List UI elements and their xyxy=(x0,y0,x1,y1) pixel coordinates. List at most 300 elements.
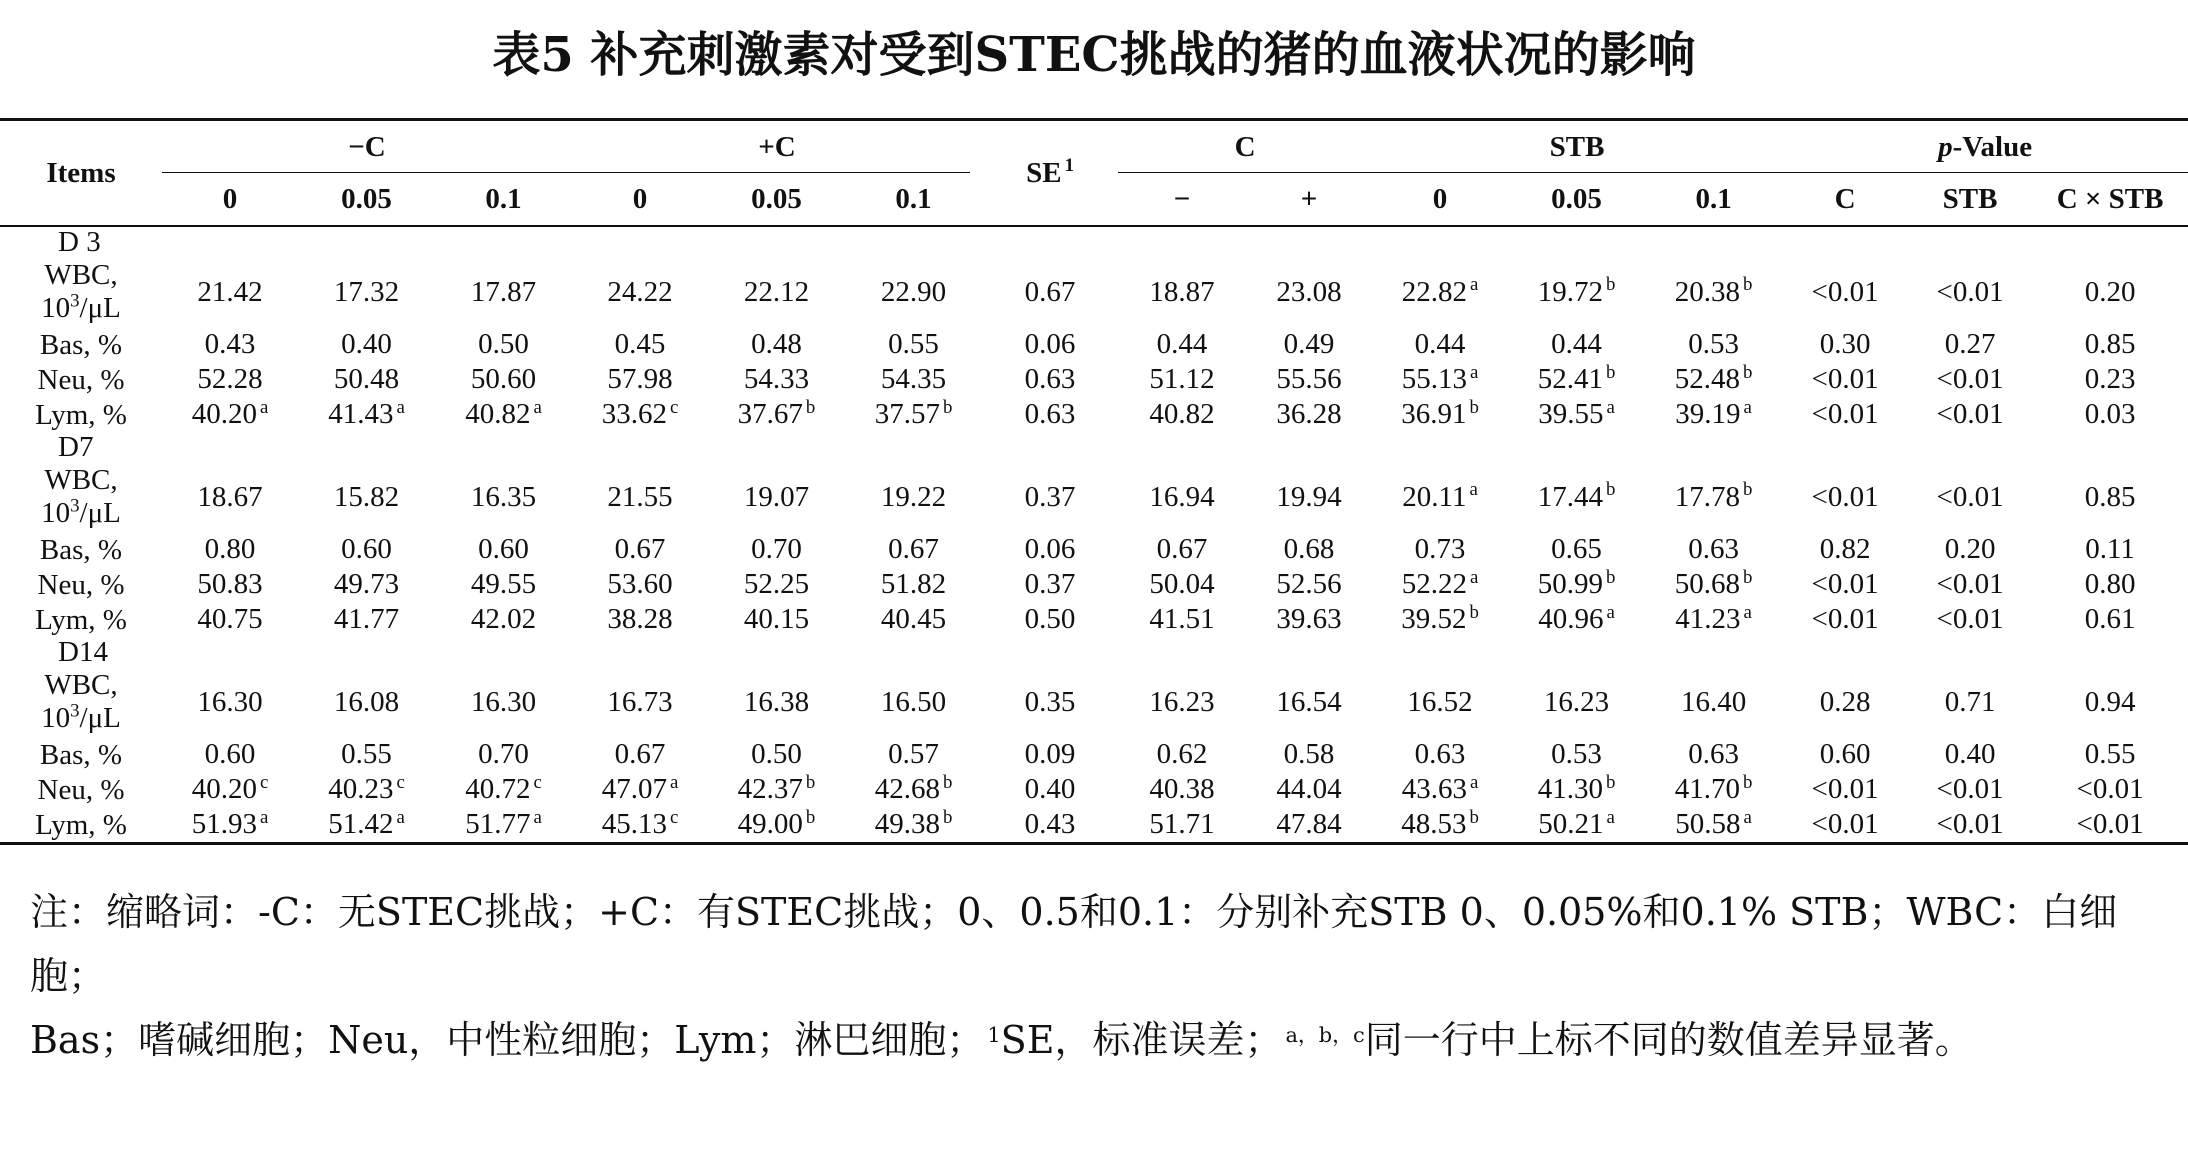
cell-value: 40.82 xyxy=(465,398,531,430)
c-label: C xyxy=(1234,130,1256,163)
cell-value: 39.52 xyxy=(1401,603,1467,635)
cell-value: 45.13 xyxy=(601,808,667,840)
table-cell xyxy=(298,257,435,327)
table-row xyxy=(0,737,2188,772)
row-label: Lym, % xyxy=(35,603,127,636)
cell-value: 50.60 xyxy=(470,363,537,395)
items-header-label: Items xyxy=(46,156,116,189)
table-cell xyxy=(298,362,435,397)
table-cell xyxy=(162,737,298,772)
table-cell xyxy=(1645,462,1782,532)
cell-value: 0.80 xyxy=(204,533,256,565)
table-cell xyxy=(982,462,1118,532)
cell-value: 0.68 xyxy=(1283,533,1335,565)
table-cell xyxy=(162,667,298,737)
table-cell xyxy=(1508,397,1645,432)
table-cell xyxy=(298,397,435,432)
table-cell xyxy=(2032,532,2188,567)
significance-letter: b xyxy=(1469,806,1479,828)
table-cell xyxy=(1782,602,1908,637)
significance-letter: b xyxy=(1605,361,1616,383)
pos-c-header xyxy=(572,120,982,174)
table-cell xyxy=(162,567,298,602)
cell-value: 38.28 xyxy=(607,603,673,635)
subheader-cell: 0 xyxy=(572,173,708,226)
cell-value: 51.93 xyxy=(191,808,257,840)
footnote-line-1: 注：缩略词：-C：无STEC挑战；+C：有STEC挑战；0、0.5和0.1：分别补充STB 0、0.05%和0.1% STB；WBC：白细胞； xyxy=(30,890,2118,998)
table-cell xyxy=(1782,807,1908,844)
table-cell xyxy=(1645,737,1782,772)
cell-value: 16.30 xyxy=(470,685,537,718)
cell-value: 18.87 xyxy=(1149,275,1215,308)
cell-value: 0.62 xyxy=(1156,738,1208,770)
cell-value: 24.22 xyxy=(607,275,673,308)
table-row xyxy=(0,567,2188,602)
table-cell xyxy=(1508,532,1645,567)
cell-value: 51.77 xyxy=(465,808,531,840)
row-label: Neu, % xyxy=(37,363,125,396)
significance-letter: b xyxy=(805,771,816,793)
significance-letter: c xyxy=(533,771,542,793)
cell-value: 0.71 xyxy=(1944,685,1996,718)
row-label: Lym, % xyxy=(0,807,162,844)
table-row xyxy=(0,462,2188,532)
table-cell xyxy=(845,257,982,327)
table-cell xyxy=(1118,737,1246,772)
significance-letter: a xyxy=(1743,396,1752,418)
subheader-cell: 0 xyxy=(162,173,298,226)
table-cell xyxy=(572,462,708,532)
cell-value: 50.04 xyxy=(1149,568,1215,600)
cell-value: 0.61 xyxy=(2084,603,2136,635)
table-cell xyxy=(1908,462,2032,532)
table-cell xyxy=(572,807,708,844)
significance-letter: a xyxy=(1469,566,1479,588)
table-cell xyxy=(1782,772,1908,807)
cell-value: 0.44 xyxy=(1156,328,1208,360)
significance-letter: b xyxy=(1742,566,1753,588)
table-cell xyxy=(1246,602,1372,637)
cell-value: 22.90 xyxy=(880,275,947,308)
table-cell xyxy=(2032,397,2188,432)
table-cell xyxy=(982,772,1118,807)
cell-value: 40.82 xyxy=(1149,398,1215,430)
cell-value: 0.67 xyxy=(614,738,666,770)
table-cell xyxy=(1508,737,1645,772)
wbc-label: WBC, xyxy=(44,259,118,291)
table-row xyxy=(0,362,2188,397)
significance-letter: b xyxy=(1469,396,1479,418)
table-cell xyxy=(845,602,982,637)
table-cell xyxy=(982,397,1118,432)
subheader-cell: C × STB xyxy=(2032,173,2188,226)
table-cell xyxy=(845,362,982,397)
cell-value: 0.27 xyxy=(1944,328,1996,360)
se-footnote-marker: 1 xyxy=(1064,155,1074,177)
table-cell xyxy=(2032,667,2188,737)
table-cell xyxy=(708,737,845,772)
table-cell xyxy=(845,567,982,602)
table-cell xyxy=(708,602,845,637)
table-cell xyxy=(435,667,572,737)
pvalue-p: p xyxy=(1938,130,1953,163)
cell-value: 40.23 xyxy=(328,773,394,805)
table-cell xyxy=(1118,327,1246,362)
cell-value: 52.41 xyxy=(1537,363,1603,395)
table-cell xyxy=(435,362,572,397)
significance-letter: a xyxy=(259,396,269,418)
significance-letter: b xyxy=(1469,601,1479,623)
significance-letter: b xyxy=(942,396,953,418)
table-cell xyxy=(1908,327,2032,362)
table-cell xyxy=(298,667,435,737)
significance-letter: b xyxy=(805,806,816,828)
table-cell xyxy=(1372,772,1508,807)
table-cell xyxy=(1645,532,1782,567)
table-cell xyxy=(1908,772,2032,807)
neg-c-label: −C xyxy=(348,130,386,163)
cell-value: 21.42 xyxy=(197,275,263,308)
row-label xyxy=(0,462,162,532)
cell-value: 0.55 xyxy=(888,328,939,360)
cell-value: <0.01 xyxy=(1811,808,1879,840)
cell-value: 50.68 xyxy=(1674,568,1740,600)
pvalue-rest: -Value xyxy=(1952,130,2033,163)
table-cell xyxy=(1908,532,2032,567)
cell-value: 0.40 xyxy=(1024,773,1076,805)
cell-value: 16.40 xyxy=(1680,685,1747,718)
cell-value: 49.00 xyxy=(737,808,803,840)
cell-value: 52.28 xyxy=(197,363,263,395)
cell-value: 0.43 xyxy=(1024,808,1076,840)
cell-value: 41.30 xyxy=(1537,773,1603,805)
cell-value: 50.58 xyxy=(1675,808,1741,840)
subheader-cell: − xyxy=(1118,173,1246,226)
table-cell xyxy=(2032,737,2188,772)
cell-value: 0.57 xyxy=(888,738,939,770)
subheader-cell: STB xyxy=(1908,173,2032,226)
cell-value: <0.01 xyxy=(2076,773,2144,805)
significance-letter: b xyxy=(1742,479,1753,501)
table-cell xyxy=(708,567,845,602)
cell-value: 0.85 xyxy=(2084,480,2136,513)
cell-value: 21.55 xyxy=(607,480,673,513)
significance-letter: a xyxy=(1469,361,1479,383)
cell-value: 0.50 xyxy=(1024,603,1076,635)
table-row xyxy=(0,667,2188,737)
header-row-1 xyxy=(0,120,2188,174)
table-cell xyxy=(162,362,298,397)
table-cell xyxy=(162,257,298,327)
table-cell xyxy=(435,257,572,327)
table-cell xyxy=(1645,602,1782,637)
table-cell xyxy=(1782,462,1908,532)
subheader-cell: 0.05 xyxy=(708,173,845,226)
table-cell xyxy=(2032,807,2188,844)
table-cell xyxy=(1645,362,1782,397)
wbc-label: WBC, xyxy=(44,669,118,701)
cell-value: 23.08 xyxy=(1276,275,1342,308)
cell-value: 0.20 xyxy=(2084,275,2136,308)
wbc-unit-rest: /μL xyxy=(79,702,121,734)
cell-value: 0.43 xyxy=(204,328,256,360)
cell-value: 0.20 xyxy=(1944,533,1996,565)
table-cell xyxy=(435,602,572,637)
cell-value: 0.06 xyxy=(1024,533,1076,565)
table-cell xyxy=(1782,667,1908,737)
cell-value: 53.60 xyxy=(607,568,673,600)
cell-value: 52.48 xyxy=(1674,363,1740,395)
table-cell xyxy=(435,327,572,362)
cell-value: 0.11 xyxy=(2085,533,2135,565)
wbc-label: WBC, xyxy=(44,464,118,496)
significance-letter: a xyxy=(1606,806,1615,828)
significance-letter: a xyxy=(259,806,269,828)
table-cell xyxy=(1908,807,2032,844)
table-row xyxy=(0,397,2188,432)
cell-value: 16.50 xyxy=(880,685,947,718)
table-cell xyxy=(1246,532,1372,567)
table-cell xyxy=(298,737,435,772)
cell-value: 40.72 xyxy=(465,773,531,805)
cell-value: 20.11 xyxy=(1402,480,1467,513)
table-cell xyxy=(1645,667,1782,737)
table-cell xyxy=(435,397,572,432)
table-cell xyxy=(572,362,708,397)
cell-value: 17.87 xyxy=(470,275,537,308)
wbc-unit-rest: /μL xyxy=(79,497,121,529)
table-row xyxy=(0,257,2188,327)
cell-value: 40.20 xyxy=(191,773,257,805)
table-cell xyxy=(1508,327,1645,362)
subheader-cell: 0.1 xyxy=(435,173,572,226)
cell-value: <0.01 xyxy=(1811,568,1879,600)
table-row xyxy=(0,807,2188,844)
table-cell xyxy=(1246,257,1372,327)
cell-value: 42.37 xyxy=(737,773,803,805)
table-cell xyxy=(162,532,298,567)
significance-letter: a xyxy=(533,806,542,828)
row-label: Bas, % xyxy=(39,738,123,771)
table-cell xyxy=(1118,602,1246,637)
significance-letter: a xyxy=(1743,806,1752,828)
cell-value: 47.84 xyxy=(1276,808,1342,840)
table-row xyxy=(0,532,2188,567)
table-cell xyxy=(982,602,1118,637)
cell-value: 51.42 xyxy=(328,808,394,840)
table-cell xyxy=(1246,737,1372,772)
table-cell xyxy=(572,257,708,327)
cell-value: 37.67 xyxy=(737,398,803,430)
cell-value: 0.70 xyxy=(751,533,802,565)
significance-letter: b xyxy=(942,771,953,793)
table-cell xyxy=(1908,567,2032,602)
cell-value: 51.12 xyxy=(1149,363,1215,395)
cell-value: 54.35 xyxy=(880,363,947,395)
footnote-se-marker: 1 xyxy=(987,1022,1001,1047)
significance-letter: a xyxy=(396,806,405,828)
table-cell xyxy=(982,567,1118,602)
cell-value: <0.01 xyxy=(1936,398,2004,430)
table-cell xyxy=(1118,257,1246,327)
table-cell xyxy=(1908,737,2032,772)
row-label xyxy=(0,667,162,737)
table-cell xyxy=(845,327,982,362)
items-header xyxy=(0,120,162,227)
significance-letter: a xyxy=(1743,601,1752,623)
table-row xyxy=(0,602,2188,637)
table-cell xyxy=(1372,807,1508,844)
cell-value: <0.01 xyxy=(1811,398,1879,430)
table-cell xyxy=(572,532,708,567)
cell-value: <0.01 xyxy=(1936,773,2004,805)
pos-c-label: +C xyxy=(758,130,796,163)
cell-value: 0.40 xyxy=(341,328,392,360)
cell-value: 0.67 xyxy=(1156,533,1208,565)
table-cell xyxy=(1372,327,1508,362)
cell-value: <0.01 xyxy=(1936,808,2004,840)
cell-value: 0.50 xyxy=(478,328,529,360)
cell-value: <0.01 xyxy=(1811,363,1879,395)
table-cell xyxy=(1645,772,1782,807)
cell-value: 42.68 xyxy=(874,773,940,805)
table-cell xyxy=(708,807,845,844)
table-cell xyxy=(572,602,708,637)
cell-value: 0.63 xyxy=(1024,363,1076,395)
cell-value: 49.73 xyxy=(333,568,400,600)
table-row xyxy=(0,327,2188,362)
table-cell xyxy=(1645,327,1782,362)
table-cell xyxy=(162,602,298,637)
table-cell xyxy=(708,532,845,567)
table-cell xyxy=(298,327,435,362)
table-cell xyxy=(1508,667,1645,737)
cell-value: 54.33 xyxy=(743,363,810,395)
cell-value: <0.01 xyxy=(1811,480,1879,513)
pvalue-header xyxy=(1782,120,2188,174)
subheader-cell: 0 xyxy=(1372,173,1508,226)
significance-letter: b xyxy=(1742,274,1753,296)
cell-value: 19.22 xyxy=(880,480,947,513)
cell-value: 52.56 xyxy=(1276,568,1342,600)
cell-value: 0.55 xyxy=(2084,738,2136,770)
significance-letter: b xyxy=(1605,566,1616,588)
table-cell xyxy=(708,462,845,532)
footnote-letters-marker: a，b，c xyxy=(1285,1022,1365,1047)
table-cell xyxy=(2032,462,2188,532)
cell-value: 0.53 xyxy=(1551,738,1602,770)
cell-value: 37.57 xyxy=(874,398,940,430)
significance-letter: a xyxy=(1606,396,1615,418)
stb-label: STB xyxy=(1549,130,1605,163)
cell-value: 0.70 xyxy=(478,738,529,770)
day-label: D7 xyxy=(58,431,94,463)
cell-value: 50.83 xyxy=(197,568,263,600)
cell-value: 0.40 xyxy=(1944,738,1996,770)
cell-value: <0.01 xyxy=(1811,275,1879,308)
cell-value: 0.94 xyxy=(2084,685,2136,718)
cell-value: 0.03 xyxy=(2084,398,2136,430)
significance-letter: a xyxy=(533,396,542,418)
table-cell xyxy=(845,397,982,432)
cell-value: 0.85 xyxy=(2084,328,2136,360)
subheader-cell: 0.05 xyxy=(298,173,435,226)
wbc-unit-base: 10 xyxy=(41,497,71,529)
cell-value: 0.60 xyxy=(341,533,392,565)
cell-value: 0.09 xyxy=(1024,738,1076,770)
table-cell xyxy=(435,567,572,602)
table-cell xyxy=(1645,807,1782,844)
cell-value: 17.78 xyxy=(1674,480,1740,513)
cell-value: 16.52 xyxy=(1407,685,1473,718)
table-cell xyxy=(572,667,708,737)
cell-value: <0.01 xyxy=(1936,480,2004,513)
cell-value: 15.82 xyxy=(333,480,400,513)
cell-value: 17.44 xyxy=(1537,480,1603,513)
table-cell xyxy=(845,462,982,532)
row-label: Lym, % xyxy=(35,398,127,431)
cell-value: 55.56 xyxy=(1276,363,1342,395)
table-cell xyxy=(845,737,982,772)
cell-value: 0.49 xyxy=(1283,328,1335,360)
day-label: D 3 xyxy=(58,226,101,258)
table-cell xyxy=(435,462,572,532)
significance-letter: a xyxy=(1469,771,1479,793)
cell-value: 0.23 xyxy=(2084,363,2136,395)
table-cell xyxy=(162,397,298,432)
cell-value: 22.82 xyxy=(1401,275,1467,308)
table-cell xyxy=(1782,257,1908,327)
cell-value: 0.48 xyxy=(751,328,802,360)
table-cell xyxy=(1782,532,1908,567)
cell-value: 41.70 xyxy=(1674,773,1740,805)
cell-value: 0.55 xyxy=(341,738,392,770)
table-cell xyxy=(162,807,298,844)
table-cell xyxy=(1246,807,1372,844)
cell-value: 39.55 xyxy=(1538,398,1604,430)
cell-value: 16.23 xyxy=(1543,685,1610,718)
cell-value: 40.45 xyxy=(880,603,947,635)
cell-value: 22.12 xyxy=(743,275,810,308)
table-cell xyxy=(1246,362,1372,397)
table-cell xyxy=(2032,257,2188,327)
cell-value: 52.22 xyxy=(1401,568,1467,600)
cell-value: 0.35 xyxy=(1024,685,1076,718)
results-table-wrapper xyxy=(0,118,2188,845)
cell-value: 42.02 xyxy=(470,603,537,635)
c-header xyxy=(1118,120,1372,174)
significance-letter: c xyxy=(669,396,679,418)
table-cell xyxy=(1372,362,1508,397)
cell-value: 51.82 xyxy=(880,568,947,600)
table-cell xyxy=(982,667,1118,737)
cell-value: 0.28 xyxy=(1819,685,1871,718)
cell-value: 51.71 xyxy=(1149,808,1215,840)
table-cell xyxy=(845,772,982,807)
cell-value: 40.96 xyxy=(1538,603,1604,635)
table-row xyxy=(0,772,2188,807)
cell-value: 52.25 xyxy=(743,568,810,600)
cell-value: 16.73 xyxy=(607,685,673,718)
table-cell xyxy=(708,327,845,362)
table-cell xyxy=(1372,667,1508,737)
footnote-line-2 xyxy=(30,1008,2170,1072)
cell-value: 17.32 xyxy=(333,275,400,308)
cell-value: 48.53 xyxy=(1401,808,1467,840)
cell-value: 16.38 xyxy=(743,685,810,718)
table-cell xyxy=(435,532,572,567)
table-cell xyxy=(1246,772,1372,807)
